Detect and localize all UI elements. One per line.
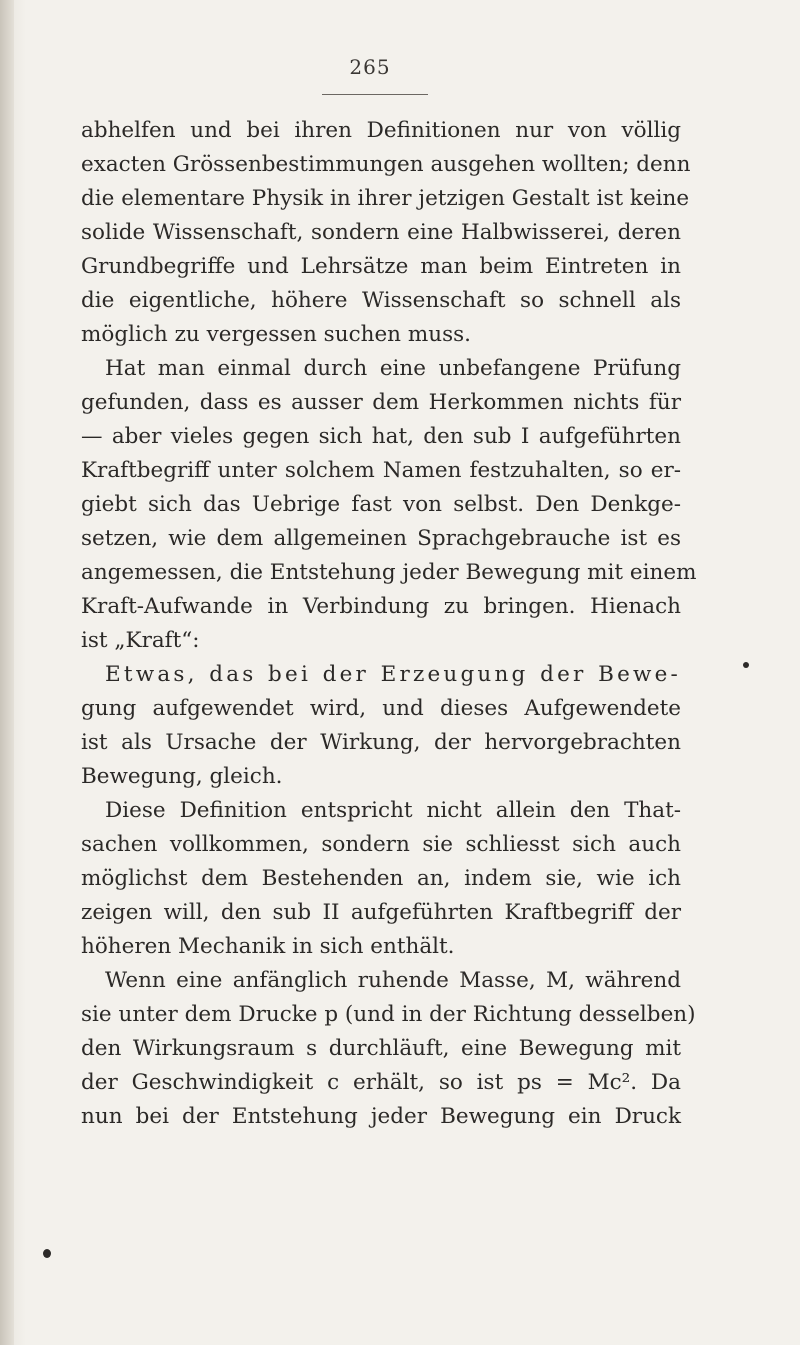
text-line: ist „Kraft“: — [81, 628, 200, 653]
text-line: Hat man einmal durch eine unbefangene Prüfung — [105, 356, 681, 381]
text-line: ist als Ursache der Wirkung, der hervorgebrachten — [81, 730, 681, 755]
text-line-spaced: Etwas, das bei der Erzeugung der Bewe- — [105, 662, 681, 687]
text-line: Bewegung, gleich. — [81, 764, 283, 789]
text-line: exacten Grössenbestimmungen ausgehen wollten; denn — [81, 152, 691, 177]
text-line: die eigentliche, höhere Wissenschaft so schnell als — [81, 288, 681, 313]
text-line: gefunden, dass es ausser dem Herkommen nichts für — [81, 390, 681, 415]
text-line: Wenn eine anfänglich ruhende Masse, M, während — [105, 968, 681, 993]
text-line: Grundbegriffe und Lehrsätze man beim Eintreten in — [81, 254, 681, 279]
text-line: Diese Definition entspricht nicht allein den That- — [105, 798, 681, 823]
text-line: Kraft-Aufwande in Verbindung zu bringen. Hienach — [81, 594, 681, 619]
text-line: solide Wissenschaft, sondern eine Halbwisserei, deren — [81, 220, 681, 245]
text-line: die elementare Physik in ihrer jetzigen Gestalt ist keine — [81, 186, 690, 211]
text-line: sie unter dem Drucke p (und in der Richtung desselben) — [81, 1002, 696, 1027]
text-line: nun bei der Entstehung jeder Bewegung ein Druck — [81, 1104, 681, 1129]
text-line: der Geschwindigkeit c erhält, so ist ps = Mc². Da — [81, 1070, 681, 1095]
text-line: sachen vollkommen, sondern sie schliesst sich auch — [81, 832, 681, 857]
ink-speck — [743, 662, 749, 668]
text-line: giebt sich das Uebrige fast von selbst. Den Denkge- — [81, 492, 681, 517]
text-line: Kraftbegriff unter solchem Namen festzuhalten, so er- — [81, 458, 681, 483]
text-line: abhelfen und bei ihren Definitionen nur von völlig — [81, 118, 681, 143]
page-number: 265 — [349, 55, 391, 79]
text-line: setzen, wie dem allgemeinen Sprachgebrauche ist es — [81, 526, 681, 551]
text-line: möglich zu vergessen suchen muss. — [81, 322, 471, 347]
text-line: zeigen will, den sub II aufgeführten Kraftbegriff der — [81, 900, 681, 925]
text-line: — aber vieles gegen sich hat, den sub I aufgeführten — [81, 424, 681, 449]
text-line: angemessen, die Entstehung jeder Bewegung mit einem — [81, 560, 697, 585]
ink-speck — [43, 1249, 51, 1258]
text-line: den Wirkungsraum s durchläuft, eine Bewegung mit — [81, 1036, 681, 1061]
text-line: gung aufgewendet wird, und dieses Aufgewendete — [81, 696, 681, 721]
text-line: möglichst dem Bestehenden an, indem sie, wie ich — [81, 866, 681, 891]
text-line: höheren Mechanik in sich enthält. — [81, 934, 455, 959]
